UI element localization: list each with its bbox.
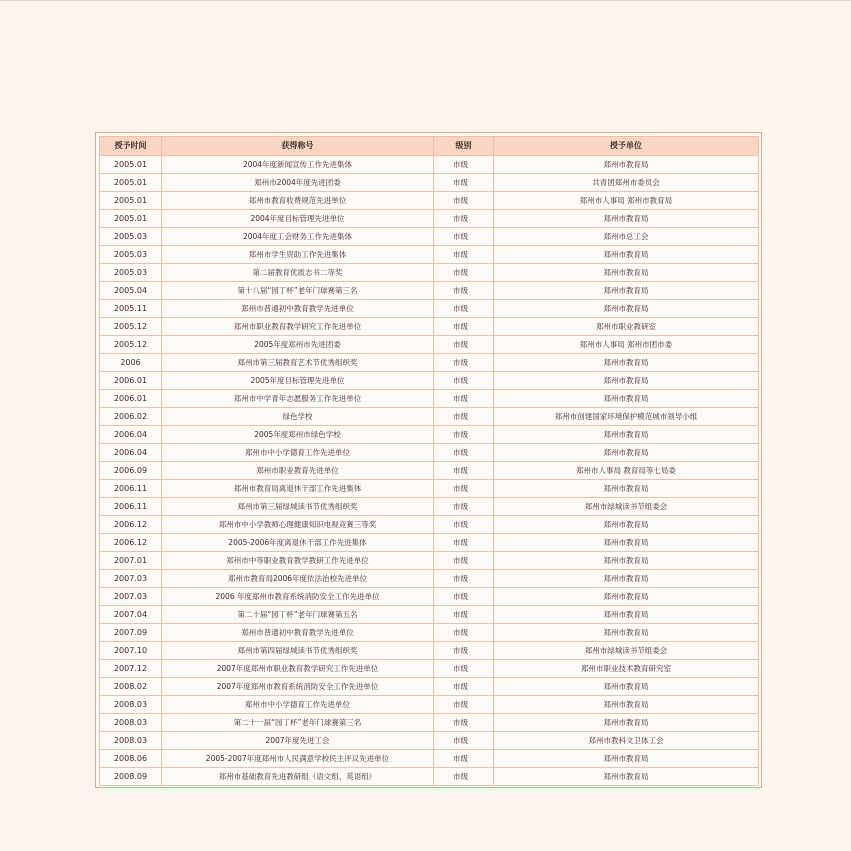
award-date-cell: 2007.03	[100, 588, 162, 606]
table-row	[100, 570, 759, 588]
table-row	[100, 192, 759, 210]
award-date-cell: 2005.01	[100, 192, 162, 210]
header-level: 级别	[434, 137, 494, 156]
table-row	[100, 210, 759, 228]
award-date-cell: 2005.01	[100, 156, 162, 174]
level-cell: 市级	[434, 282, 494, 300]
awarding-unit-cell: 郑州市人事局 郑州市团市委	[494, 336, 759, 354]
awarding-unit-cell: 郑州市教育局	[494, 714, 759, 732]
award-date-cell: 2006.11	[100, 480, 162, 498]
level-cell: 市级	[434, 318, 494, 336]
awarding-unit-cell: 郑州市教育局	[494, 300, 759, 318]
table-row	[100, 444, 759, 462]
award-date-cell: 2006.04	[100, 426, 162, 444]
table-row	[100, 318, 759, 336]
award-date-cell: 2008.03	[100, 714, 162, 732]
award-title-cell: 郑州市学生资助工作先进集体	[162, 246, 434, 264]
award-title-cell: 郑州市职业教育教学研究工作先进单位	[162, 318, 434, 336]
level-cell: 市级	[434, 678, 494, 696]
awarding-unit-cell: 郑州市绿城读书节组委会	[494, 498, 759, 516]
award-title-cell: 2007年度郑州市教育系统消防安全工作先进单位	[162, 678, 434, 696]
level-cell: 市级	[434, 228, 494, 246]
table-row	[100, 768, 759, 786]
award-date-cell: 2007.09	[100, 624, 162, 642]
awarding-unit-cell: 郑州市绿城读书节组委会	[494, 642, 759, 660]
level-cell: 市级	[434, 624, 494, 642]
table-row	[100, 426, 759, 444]
award-date-cell: 2007.01	[100, 552, 162, 570]
table-row	[100, 534, 759, 552]
level-cell: 市级	[434, 246, 494, 264]
award-title-cell: 郑州市教育局离退休干部工作先进集体	[162, 480, 434, 498]
table-row	[100, 660, 759, 678]
level-cell: 市级	[434, 408, 494, 426]
table-row	[100, 624, 759, 642]
award-title-cell: 郑州市教育收费规范先进单位	[162, 192, 434, 210]
award-title-cell: 郑州市基础教育先进教研组（语文组、英语组）	[162, 768, 434, 786]
award-date-cell: 2005.03	[100, 246, 162, 264]
level-cell: 市级	[434, 588, 494, 606]
level-cell: 市级	[434, 498, 494, 516]
table-row	[100, 390, 759, 408]
award-date-cell: 2006.09	[100, 462, 162, 480]
award-title-cell: 郑州市2004年度先进团委	[162, 174, 434, 192]
awarding-unit-cell: 郑州市教育局	[494, 264, 759, 282]
awarding-unit-cell: 郑州市教育局	[494, 354, 759, 372]
award-date-cell: 2005.11	[100, 300, 162, 318]
awarding-unit-cell: 郑州市教育局	[494, 696, 759, 714]
award-date-cell: 2005.03	[100, 228, 162, 246]
table-row	[100, 246, 759, 264]
table-row	[100, 750, 759, 768]
level-cell: 市级	[434, 642, 494, 660]
table-row	[100, 606, 759, 624]
award-title-cell: 2005年度目标管理先进单位	[162, 372, 434, 390]
level-cell: 市级	[434, 426, 494, 444]
table-row	[100, 282, 759, 300]
award-title-cell: 郑州市中等职业教育教学教研工作先进单位	[162, 552, 434, 570]
award-title-cell: 第十八届“园丁杯”老年门球赛第三名	[162, 282, 434, 300]
level-cell: 市级	[434, 156, 494, 174]
award-date-cell: 2006	[100, 354, 162, 372]
table-row	[100, 264, 759, 282]
awarding-unit-cell: 共青团郑州市委员会	[494, 174, 759, 192]
award-date-cell: 2005.12	[100, 318, 162, 336]
award-title-cell: 郑州市普通初中教育教学先进单位	[162, 624, 434, 642]
awarding-unit-cell: 郑州市教育局	[494, 624, 759, 642]
awarding-unit-cell: 郑州市职业技术教育研究室	[494, 660, 759, 678]
awarding-unit-cell: 郑州市教育局	[494, 480, 759, 498]
awarding-unit-cell: 郑州市教育局	[494, 750, 759, 768]
award-title-cell: 郑州市教育局2006年度依法治校先进单位	[162, 570, 434, 588]
awarding-unit-cell: 郑州市教育局	[494, 534, 759, 552]
award-title-cell: 2005-2007年度郑州市人民满意学校民主评议先进单位	[162, 750, 434, 768]
header-awarding-unit: 授予单位	[494, 137, 759, 156]
award-title-cell: 郑州市中小学德育工作先进单位	[162, 444, 434, 462]
award-date-cell: 2007.12	[100, 660, 162, 678]
table-row	[100, 714, 759, 732]
award-date-cell: 2008.03	[100, 696, 162, 714]
table-row	[100, 696, 759, 714]
awarding-unit-cell: 郑州市教育局	[494, 552, 759, 570]
awarding-unit-cell: 郑州市教育局	[494, 210, 759, 228]
table-row	[100, 678, 759, 696]
award-date-cell: 2006.02	[100, 408, 162, 426]
award-date-cell: 2006.04	[100, 444, 162, 462]
awarding-unit-cell: 郑州市创建国家环境保护模范城市领导小组	[494, 408, 759, 426]
awarding-unit-cell: 郑州市职业教研室	[494, 318, 759, 336]
award-date-cell: 2006.01	[100, 390, 162, 408]
awarding-unit-cell: 郑州市教育局	[494, 678, 759, 696]
award-date-cell: 2006.12	[100, 516, 162, 534]
level-cell: 市级	[434, 174, 494, 192]
award-title-cell: 郑州市职业教育先进单位	[162, 462, 434, 480]
level-cell: 市级	[434, 534, 494, 552]
awarding-unit-cell: 郑州市教育局	[494, 282, 759, 300]
table-row	[100, 732, 759, 750]
table-row	[100, 354, 759, 372]
table-header-row	[100, 137, 759, 156]
award-title-cell: 郑州市中学青年志愿服务工作先进单位	[162, 390, 434, 408]
table-row	[100, 588, 759, 606]
award-title-cell: 2004年度新闻宣传工作先进集体	[162, 156, 434, 174]
award-title-cell: 郑州市第三届教育艺术节优秀组织奖	[162, 354, 434, 372]
award-title-cell: 郑州市第三届绿城读书节优秀组织奖	[162, 498, 434, 516]
awarding-unit-cell: 郑州市人事局 郑州市教育局	[494, 192, 759, 210]
awarding-unit-cell: 郑州市教育局	[494, 426, 759, 444]
level-cell: 市级	[434, 696, 494, 714]
table-row	[100, 498, 759, 516]
awarding-unit-cell: 郑州市总工会	[494, 228, 759, 246]
awarding-unit-cell: 郑州市人事局 教育局等七局委	[494, 462, 759, 480]
awarding-unit-cell: 郑州市教育局	[494, 588, 759, 606]
award-date-cell: 2005.04	[100, 282, 162, 300]
level-cell: 市级	[434, 660, 494, 678]
awarding-unit-cell: 郑州市教育局	[494, 768, 759, 786]
table-row	[100, 480, 759, 498]
table-row	[100, 174, 759, 192]
level-cell: 市级	[434, 480, 494, 498]
table-row	[100, 372, 759, 390]
award-date-cell: 2008.03	[100, 732, 162, 750]
table-row	[100, 552, 759, 570]
level-cell: 市级	[434, 462, 494, 480]
level-cell: 市级	[434, 732, 494, 750]
level-cell: 市级	[434, 444, 494, 462]
award-date-cell: 2006.12	[100, 534, 162, 552]
award-date-cell: 2007.03	[100, 570, 162, 588]
award-title-cell: 2005-2006年度离退休干部工作先进集体	[162, 534, 434, 552]
honors-table	[99, 136, 759, 786]
award-date-cell: 2006.11	[100, 498, 162, 516]
award-title-cell: 郑州市第四届绿城读书节优秀组织奖	[162, 642, 434, 660]
table-row	[100, 336, 759, 354]
award-title-cell: 2005年度郑州市绿色学校	[162, 426, 434, 444]
award-title-cell: 第二十一届“园丁杯”老年门球赛第三名	[162, 714, 434, 732]
awarding-unit-cell: 郑州市教育局	[494, 246, 759, 264]
awarding-unit-cell: 郑州市教科文卫体工会	[494, 732, 759, 750]
level-cell: 市级	[434, 750, 494, 768]
awarding-unit-cell: 郑州市教育局	[494, 606, 759, 624]
level-cell: 市级	[434, 210, 494, 228]
level-cell: 市级	[434, 606, 494, 624]
award-title-cell: 郑州市中小学德育工作先进单位	[162, 696, 434, 714]
level-cell: 市级	[434, 516, 494, 534]
top-divider	[0, 0, 851, 1]
awarding-unit-cell: 郑州市教育局	[494, 444, 759, 462]
level-cell: 市级	[434, 192, 494, 210]
awarding-unit-cell: 郑州市教育局	[494, 390, 759, 408]
level-cell: 市级	[434, 264, 494, 282]
header-award-date: 授予时间	[100, 137, 162, 156]
award-date-cell: 2006.01	[100, 372, 162, 390]
award-date-cell: 2005.03	[100, 264, 162, 282]
award-date-cell: 2005.01	[100, 210, 162, 228]
award-title-cell: 绿色学校	[162, 408, 434, 426]
table-row	[100, 408, 759, 426]
level-cell: 市级	[434, 336, 494, 354]
level-cell: 市级	[434, 372, 494, 390]
award-title-cell: 郑州市中小学教师心理健康知识电视竞赛三等奖	[162, 516, 434, 534]
award-title-cell: 2007年度先进工会	[162, 732, 434, 750]
award-date-cell: 2008.06	[100, 750, 162, 768]
award-date-cell: 2007.04	[100, 606, 162, 624]
table-row	[100, 642, 759, 660]
award-title-cell: 2004年度工会财务工作先进集体	[162, 228, 434, 246]
table-row	[100, 156, 759, 174]
level-cell: 市级	[434, 714, 494, 732]
award-date-cell: 2005.12	[100, 336, 162, 354]
awarding-unit-cell: 郑州市教育局	[494, 516, 759, 534]
awarding-unit-cell: 郑州市教育局	[494, 570, 759, 588]
level-cell: 市级	[434, 300, 494, 318]
level-cell: 市级	[434, 354, 494, 372]
award-title-cell: 第二届教育优质志书二等奖	[162, 264, 434, 282]
awarding-unit-cell: 郑州市教育局	[494, 372, 759, 390]
award-title-cell: 2007年度郑州市职业教育教学研究工作先进单位	[162, 660, 434, 678]
level-cell: 市级	[434, 768, 494, 786]
award-title-cell: 2006 年度郑州市教育系统消防安全工作先进单位	[162, 588, 434, 606]
award-title-cell: 第二十届“园丁杯”老年门球赛第五名	[162, 606, 434, 624]
awarding-unit-cell: 郑州市教育局	[494, 156, 759, 174]
table-row	[100, 300, 759, 318]
table-row	[100, 516, 759, 534]
honors-table-frame	[95, 132, 762, 788]
table-row	[100, 462, 759, 480]
table-row	[100, 228, 759, 246]
award-date-cell: 2008.09	[100, 768, 162, 786]
award-title-cell: 郑州市普通初中教育教学先进单位	[162, 300, 434, 318]
award-date-cell: 2005.01	[100, 174, 162, 192]
header-award-title: 获得称号	[162, 137, 434, 156]
level-cell: 市级	[434, 570, 494, 588]
award-date-cell: 2008.02	[100, 678, 162, 696]
award-title-cell: 2005年度郑州市先进团委	[162, 336, 434, 354]
award-date-cell: 2007.10	[100, 642, 162, 660]
level-cell: 市级	[434, 552, 494, 570]
level-cell: 市级	[434, 390, 494, 408]
award-title-cell: 2004年度目标管理先进单位	[162, 210, 434, 228]
